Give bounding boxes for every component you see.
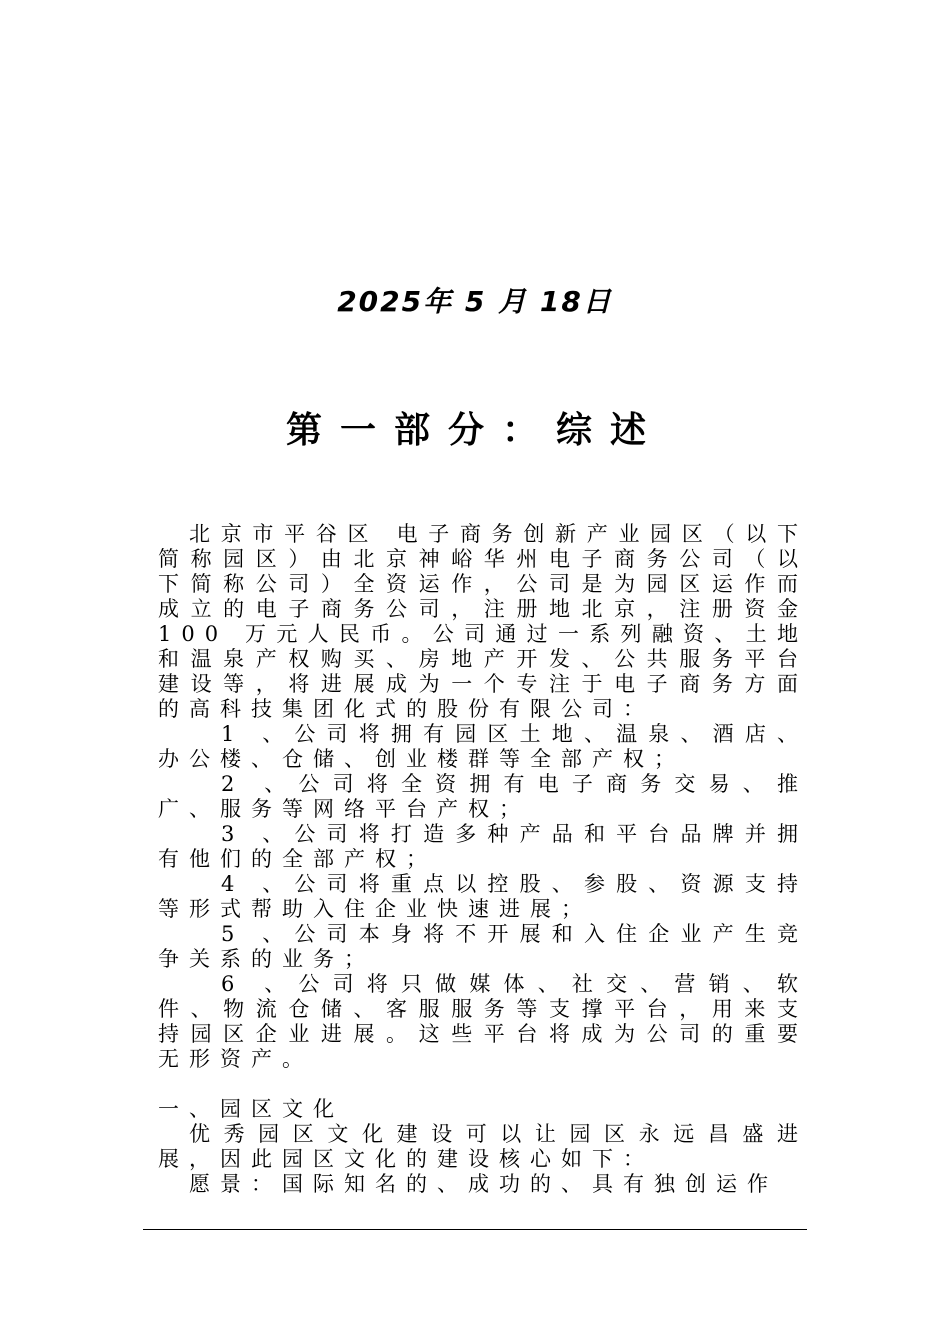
footer-divider — [143, 1229, 807, 1230]
vision-paragraph: 愿景：国际知名的、成功的、具有独创运作 — [189, 1172, 778, 1196]
section-heading: 一、园区文化 — [158, 1097, 344, 1121]
spacer — [158, 1072, 808, 1097]
list-item: 5 、公司本身将不开展和入住企业产生竞争关系的业务； — [158, 922, 808, 971]
document-date: 2025年 5 月 18日 — [337, 285, 613, 318]
document-body — [158, 522, 808, 1197]
list-item: 1 、公司将拥有园区土地、温泉、酒店、办公楼、仓储、创业楼群等全部产权； — [158, 722, 808, 771]
list-item: 2 、公司将全资拥有电子商务交易、推广、服务等网络平台产权； — [158, 772, 808, 821]
list-item: 4 、公司将重点以控股、参股、资源支持等形式帮助入住企业快速进展； — [158, 872, 808, 921]
culture-paragraph: 优秀园区文化建设可以让园区永远昌盛进展，因此园区文化的建设核心如下： — [158, 1122, 808, 1171]
section-title: 第一部分：综述 — [285, 409, 664, 451]
list-item: 6 、公司将只做媒体、社交、营销、软件、物流仓储、客服服务等支撑平台，用来支持园区企业进展。这些平台将成为公司的重要无形资产。 — [158, 972, 808, 1071]
list-item: 3 、公司将打造多种产品和平台品牌并拥有他们的全部产权； — [158, 822, 808, 871]
intro-paragraph: 北京市平谷区 电子商务创新产业园区（以下简称园区）由北京神峪华州电子商务公司（以下简称公司）全资运作，公司是为园区运作而成立的电子商务公司，注册地北京，注册资金100 万元人民币。公司通过一系列融资、土地和温泉产权购买、房地产开发、公共服务平台建设等，将进展成为一个专注于电子商务方面的高科技集团化式的股份有限公司： — [158, 522, 808, 721]
